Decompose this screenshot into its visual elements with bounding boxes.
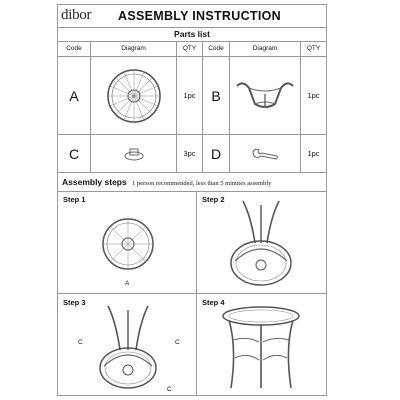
step-1-panel (58, 191, 197, 294)
step-3-assembly-icon (88, 298, 168, 394)
part-qty-d: 1pc (301, 135, 326, 173)
step-2-label: Step 2 (202, 195, 225, 204)
brand-logo: dibor (61, 7, 92, 23)
step-4-label: Step 4 (202, 298, 225, 307)
step-3-callout-c-bottom: C (167, 386, 172, 393)
assembly-steps-header (58, 173, 326, 192)
part-code-a: A (58, 57, 91, 135)
step-1-label: Step 1 (63, 195, 86, 204)
assembly-steps-title: Assembly steps (62, 177, 127, 187)
step-1-tabletop-icon (100, 216, 156, 272)
col-diagram-header-2: Diagram (230, 41, 301, 57)
col-diagram-header: Diagram (91, 41, 177, 57)
part-code-d: D (203, 135, 230, 173)
col-qty-header-2: QTY (301, 41, 326, 57)
part-qty-b: 1pc (301, 57, 326, 135)
step-3-callout-c-left: C (78, 339, 83, 346)
part-code-c: C (58, 135, 91, 173)
part-qty-c: 3pc (177, 135, 203, 173)
col-code-header-2: Code (203, 41, 230, 57)
step-4-finished-table-icon (219, 304, 303, 392)
col-qty-header: QTY (177, 41, 203, 57)
step-4-panel (197, 294, 326, 396)
col-code-header: Code (58, 41, 91, 57)
part-qty-a: 1pc (177, 57, 203, 135)
part-diagram-c (91, 135, 177, 173)
parts-list-title: Parts list (58, 27, 326, 42)
step-3-callout-c-right: C (175, 339, 180, 346)
step-1-callout-a: A (125, 280, 130, 287)
assembly-note: 1 person recommended, less than 5 minutes assembly (132, 180, 272, 187)
bolt-nut-icon (123, 147, 145, 161)
page-title: ASSEMBLY INSTRUCTION (118, 9, 281, 23)
assembly-sheet (57, 4, 327, 396)
step-2-panel (197, 191, 326, 294)
part-diagram-a (91, 57, 177, 135)
wrench-icon (251, 148, 279, 160)
part-code-b: B (203, 57, 230, 135)
sheet-header (58, 5, 326, 28)
part-diagram-b (230, 57, 301, 135)
step-3-label: Step 3 (63, 298, 86, 307)
part-diagram-d (230, 135, 301, 173)
step-2-leg-frame-icon (221, 197, 301, 289)
tabletop-icon (104, 66, 164, 126)
step-3-panel (58, 294, 197, 396)
leg-frame-icon (233, 76, 297, 116)
